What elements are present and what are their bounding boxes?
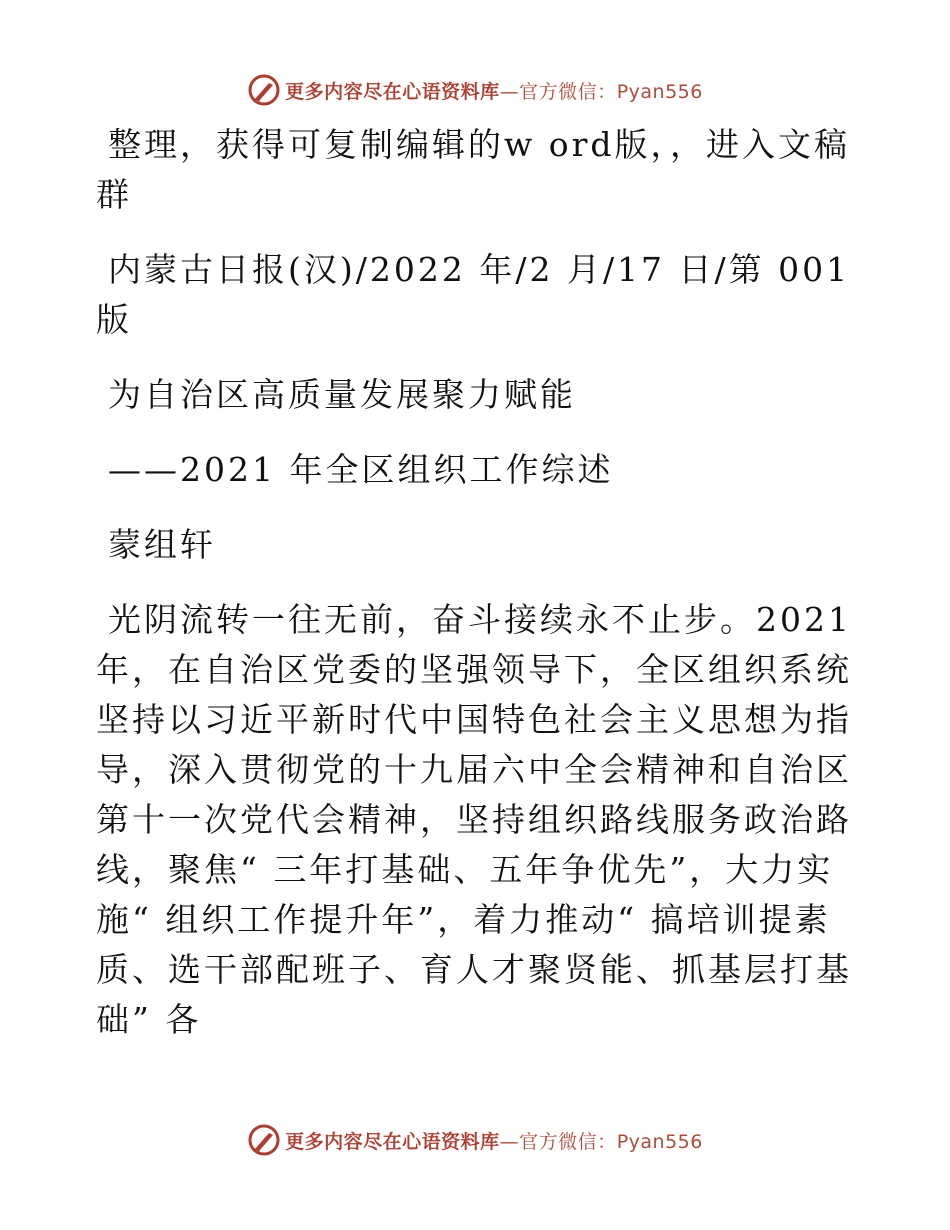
intro-note: 整理，获得可复制编辑的w ord版，，进入文稿群 [96, 125, 851, 214]
watermark-wechat-label: 官方微信： [519, 1130, 617, 1153]
header-watermark [0, 70, 950, 110]
watermark-site: 更多内容尽在心语资料库 [285, 1130, 500, 1153]
watermark-text [285, 77, 703, 104]
article-paragraph: 光阴流转一往无前，奋斗接续永不止步。2021 年，在自治区党委的坚强领导下，全区组织系统坚持以习近平新时代中国特色社会主义思想为指导，深入贯彻党的十九届六中全会精神和自治区第十一次党代会精神，坚持组织路线服务政治路线，聚焦“ 三年打基础、五年争优先”，大力实施“ 组织工作提升年”，着力推动“ 搞培训提素质、选干部配班子、育人才聚贤能、抓基层打基础” 各 [96, 600, 852, 1039]
watermark-separator: — [499, 80, 520, 103]
footer-watermark [0, 1120, 950, 1160]
source-line: 内蒙古日报(汉)/2022 年/2 月/17 日/第 001 版 [96, 250, 851, 339]
watermark-text [285, 1127, 703, 1154]
watermark-wechat-label: 官方微信： [519, 80, 617, 103]
article-title: 为自治区高质量发展聚力赋能 [108, 375, 576, 414]
pen-logo-icon [247, 1123, 281, 1157]
article-author: 蒙组轩 [108, 525, 216, 564]
watermark-separator: — [499, 1130, 520, 1153]
article-subtitle: ——2021 年全区组织工作综述 [108, 450, 614, 489]
watermark-wechat-id: Pyan556 [616, 1130, 703, 1153]
watermark-site: 更多内容尽在心语资料库 [285, 80, 500, 103]
pen-logo-icon [247, 73, 281, 107]
watermark-wechat-id: Pyan556 [616, 80, 703, 103]
document-body [96, 120, 856, 1070]
